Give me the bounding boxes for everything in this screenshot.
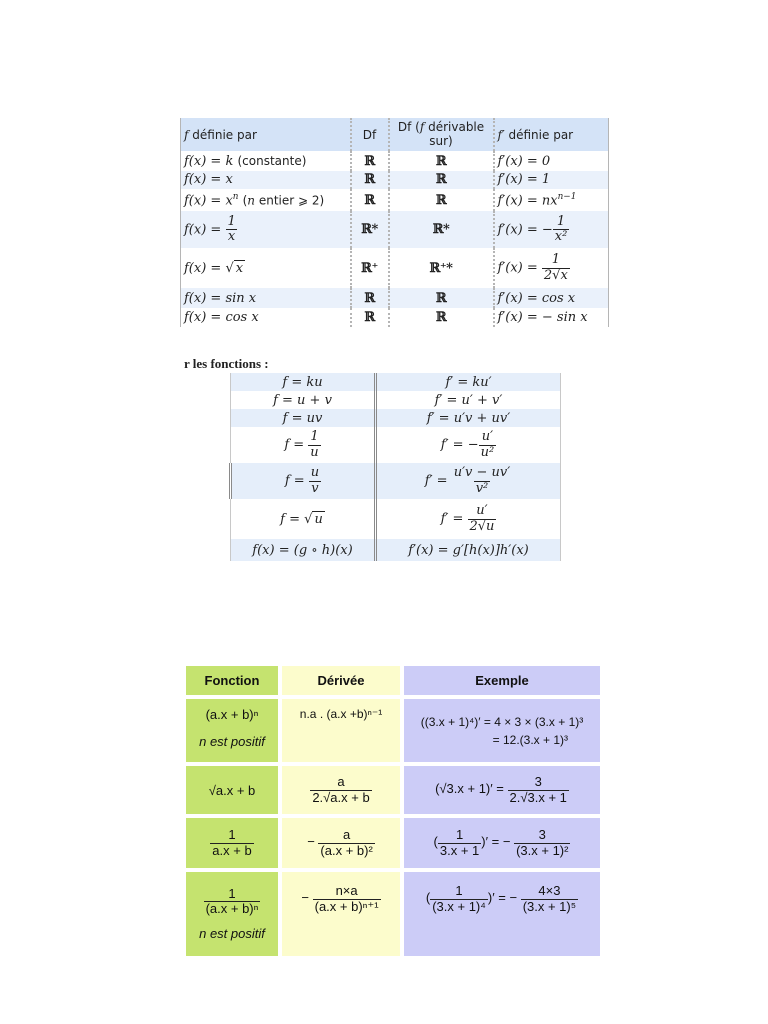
table-row — [181, 248, 609, 289]
cell-exemple: ((3.x + 1)⁴)′ = 4 × 3 × (3.x + 1)³ = 12.(3.x + 1)³ — [404, 699, 600, 762]
table-row — [181, 171, 609, 189]
cell-exemple: ( $\frac{1}{\text{(3.x + 1)⁴}}$ )′ = − $\frac{4\times 3}{\text{(3.x + 1)⁵}}$ — [404, 872, 600, 956]
cell-dfd: ℝ — [389, 189, 494, 211]
cell-fx: f(x) = $\frac{1}{x}$ — [181, 211, 351, 248]
cell-fonction: $\frac{1}{a.x + b}$ — [186, 818, 278, 868]
cell-dfd: ℝ — [389, 288, 494, 307]
cell-df: ℝ — [351, 189, 389, 211]
cell-df: ℝ — [351, 151, 389, 170]
header-fonction: Fonction — [186, 666, 278, 695]
cell-f: f = $\frac{1}{u}$ — [231, 427, 376, 463]
cell-fonction: $\frac{1}{\text{(a.x + b)ⁿ}}$ n est positif — [186, 872, 278, 956]
cell-fpx: f′(x) = − sin x — [494, 308, 609, 327]
cell-f: f = ku — [231, 373, 376, 391]
cell-fx: $f(x) = x^n$ (n entier ⩾ 2) — [181, 189, 351, 211]
table-row — [231, 463, 561, 499]
table-row — [181, 151, 609, 170]
cell-fprime: f′ = $\frac{u'v - uv'}{\text{v²}}$ — [376, 463, 561, 499]
cell-derivee: n.a . (a.x +b)ⁿ⁻¹ — [282, 699, 400, 762]
header-exemple: Exemple — [404, 666, 600, 695]
cell-dfd: ℝ* — [389, 211, 494, 248]
cell-dfd: ℝ — [389, 151, 494, 170]
header-derivee: Dérivée — [282, 666, 400, 695]
table-row — [181, 189, 609, 211]
derivatives-affine-composition-table — [182, 662, 604, 960]
table-row — [186, 699, 600, 762]
operations-caption: r les fonctions : — [184, 356, 269, 371]
cell-fx: f(x) = sin x — [181, 288, 351, 307]
table-row — [231, 409, 561, 427]
table-row — [231, 391, 561, 409]
table-row — [231, 373, 561, 391]
table-row — [231, 427, 561, 463]
note-n-positif: n est positif — [199, 734, 265, 750]
table-row — [181, 308, 609, 327]
cell-exemple: (√3.x + 1)′ = $\frac{3}{2.√3.x + 1}$ — [404, 766, 600, 814]
cell-fx: f(x) = cos x — [181, 308, 351, 327]
cell-fx: f(x) = √ x — [181, 248, 351, 289]
header-f-definie: f définie par — [181, 118, 351, 151]
cell-fx: f(x) = k (constante) — [181, 151, 351, 170]
cell-fprime: f′ = − $\frac{u'}{\text{u²}}$ — [376, 427, 561, 463]
table-row — [186, 818, 600, 868]
derivatives-operations-table — [229, 373, 561, 561]
header-df-derivable: Df (f dérivable sur) — [389, 118, 494, 151]
cell-fpx: f′(x) = 0 — [494, 151, 609, 170]
cell-exemple: ( $\frac{1}{3.x + 1}$ )′ = − $\frac{3}{\text{(3.x + 1)²}}$ — [404, 818, 600, 868]
cell-fx: f(x) = x — [181, 171, 351, 189]
cell-fprime: f′ = ku′ — [376, 373, 561, 391]
table-header-row — [181, 118, 609, 151]
cell-df: ℝ — [351, 288, 389, 307]
cell-dfd: ℝ⁺* — [389, 248, 494, 289]
cell-f: f = u + v — [231, 391, 376, 409]
header-fprime-definie: f′ définie par — [494, 118, 609, 151]
cell-df: ℝ⁺ — [351, 248, 389, 289]
cell-f: f(x) = (g ∘ h)(x) — [231, 539, 376, 561]
cell-dfd: ℝ — [389, 171, 494, 189]
cell-f: f = uv — [231, 409, 376, 427]
cell-df: ℝ — [351, 171, 389, 189]
cell-derivee: − $\frac{n\times a}{\text{(a.x + b)ⁿ⁺¹}}$ — [282, 872, 400, 956]
cell-fprime: f′ = u′ + v′ — [376, 391, 561, 409]
derivatives-usual-functions-table — [180, 118, 609, 327]
cell-fpx: f′(x) = cos x — [494, 288, 609, 307]
cell-f: f = √ u — [231, 499, 376, 539]
note-n-positif: n est positif — [199, 926, 265, 942]
table-row — [186, 766, 600, 814]
cell-df: ℝ — [351, 308, 389, 327]
cell-derivee: − $\frac{a}{\text{(a.x + b)²}}$ — [282, 818, 400, 868]
cell-fprime: f′(x) = g′[h(x)]h′(x) — [376, 539, 561, 561]
cell-fpx: f′(x) = $\frac{1}{2√x}$ — [494, 248, 609, 289]
table-header-row — [186, 666, 600, 695]
table-row — [181, 288, 609, 307]
table-row — [186, 872, 600, 956]
cell-fprime: f′ = $\frac{u'}{2√u}$ — [376, 499, 561, 539]
cell-fpx: f′(x) = 1 — [494, 171, 609, 189]
cell-df: ℝ* — [351, 211, 389, 248]
table-row — [231, 499, 561, 539]
cell-fprime: f′ = u′v + uv′ — [376, 409, 561, 427]
table-row — [231, 539, 561, 561]
cell-dfd: ℝ — [389, 308, 494, 327]
cell-fpx: $f'(x) = nx^{n-1}$ — [494, 189, 609, 211]
table-row — [181, 211, 609, 248]
cell-f: f = $\frac{u}{v}$ — [231, 463, 376, 499]
header-df: Df — [351, 118, 389, 151]
cell-derivee: $\frac{a}{2.√a.x + b}$ — [282, 766, 400, 814]
cell-fonction: √a.x + b — [186, 766, 278, 814]
cell-fpx: f′(x) = − $\frac{1}{\text{x²}}$ — [494, 211, 609, 248]
cell-fonction: (a.x + b)ⁿ n est positif — [186, 699, 278, 762]
